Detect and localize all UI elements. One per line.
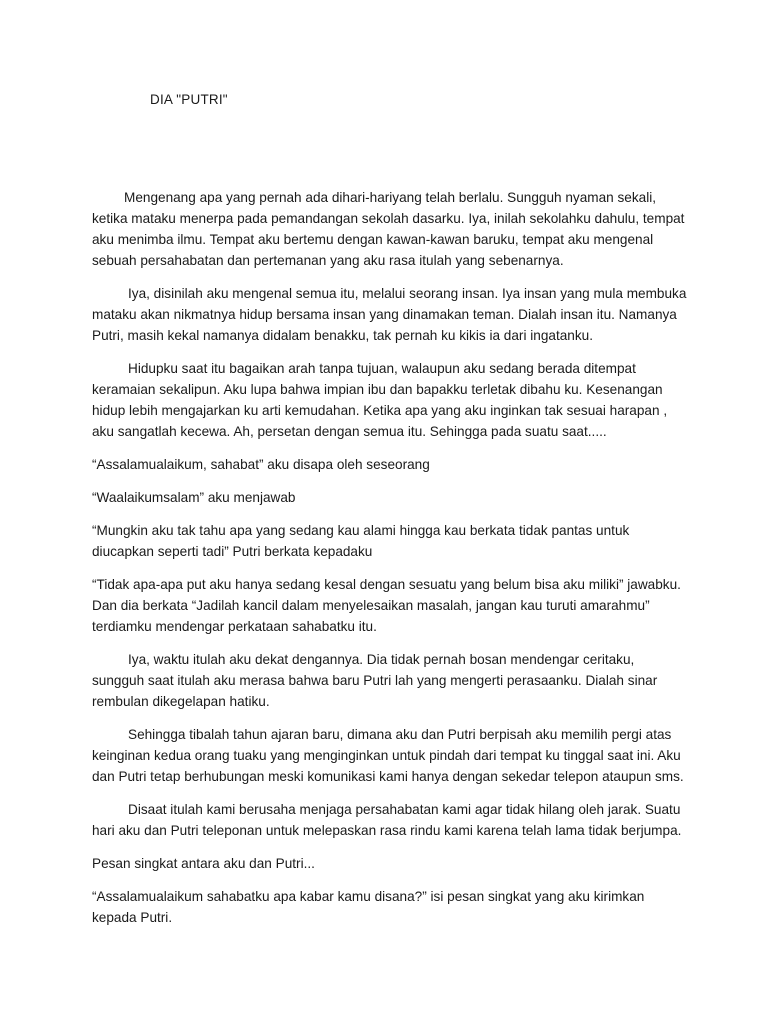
paragraph-1: Mengenang apa yang pernah ada dihari-hariyang telah berlalu. Sungguh nyaman sekali, ketika mataku menerpa pada pemandangan sekolah dasarku. Iya, inilah sekolahku dahulu, tempat aku menimba ilmu. Tempat aku bertemu dengan kawan-kawan baruku, tempat aku mengenal sebuah persahabatan dan pertemanan yang aku rasa itulah yang sebenarnya. [92,190,685,268]
paragraph-11: Pesan singkat antara aku dan Putri... [92,856,315,871]
paragraph-2: Iya, disinilah aku mengenal semua itu, melalui seorang insan. Iya insan yang mula membuka mataku akan nikmatnya hidup bersama insan yang dinamakan teman. Dialah insan itu. Namanya Putri, masih kekal namanya didalam benakku, tak pernah ku kikis ia dari ingatanku. [92,286,687,343]
document-body [92,187,690,940]
dialogue-reply: “Waalaikumsalam” aku menjawab [92,490,296,505]
paragraph-3: Hidupku saat itu bagaikan arah tanpa tujuan, walaupun aku sedang berada ditempat keramaian sekalipun. Aku lupa bahwa impian ibu dan bapakku terletak dibahu ku. Kesenangan hidup lebih mengajarkan ku arti kemudahan. Ketika apa yang aku inginkan tak sesuai harapan , aku sangatlah kecewa. Ah, persetan dengan semua itu. Sehingga pada suatu saat..... [92,361,668,439]
dialogue-answer: “Tidak apa-apa put aku hanya sedang kesal dengan sesuatu yang belum bisa aku miliki” jawabku. Dan dia berkata “Jadilah kancil dalam menyelesaikan masalah, jangan kau turuti amarahmu” terdiamku mendengar perkataan sahabatku itu. [92,577,681,634]
paragraph-8: Iya, waktu itulah aku dekat dengannya. Dia tidak pernah bosan mendengar ceritaku, sungguh saat itulah aku merasa bahwa baru Putri lah yang mengerti perasaanku. Dialah sinar rembulan dikegelapan hatiku. [92,652,658,709]
paragraph-12: “Assalamualaikum sahabatku apa kabar kamu disana?” isi pesan singkat yang aku kirimkan kepada Putri. [92,889,645,925]
dialogue-putri: “Mungkin aku tak tahu apa yang sedang kau alami hingga kau berkata tidak pantas untuk diucapkan seperti tadi” Putri berkata kepadaku [92,523,630,559]
document-title: DIA "PUTRI" [150,92,228,107]
dialogue-greeting: “Assalamualaikum, sahabat” aku disapa oleh seseorang [92,457,430,472]
paragraph-9: Sehingga tibalah tahun ajaran baru, dimana aku dan Putri berpisah aku memilih pergi atas keinginan kedua orang tuaku yang menginginkan untuk pindah dari tempat ku tinggal saat ini. Aku dan Putri tetap berhubungan meski komunikasi kami hanya dengan sekedar telepon ataupun sms. [92,727,684,784]
paragraph-10: Disaat itulah kami berusaha menjaga persahabatan kami agar tidak hilang oleh jarak. Suatu hari aku dan Putri teleponan untuk melepaskan rasa rindu kami karena telah lama tidak berjumpa. [92,802,682,838]
